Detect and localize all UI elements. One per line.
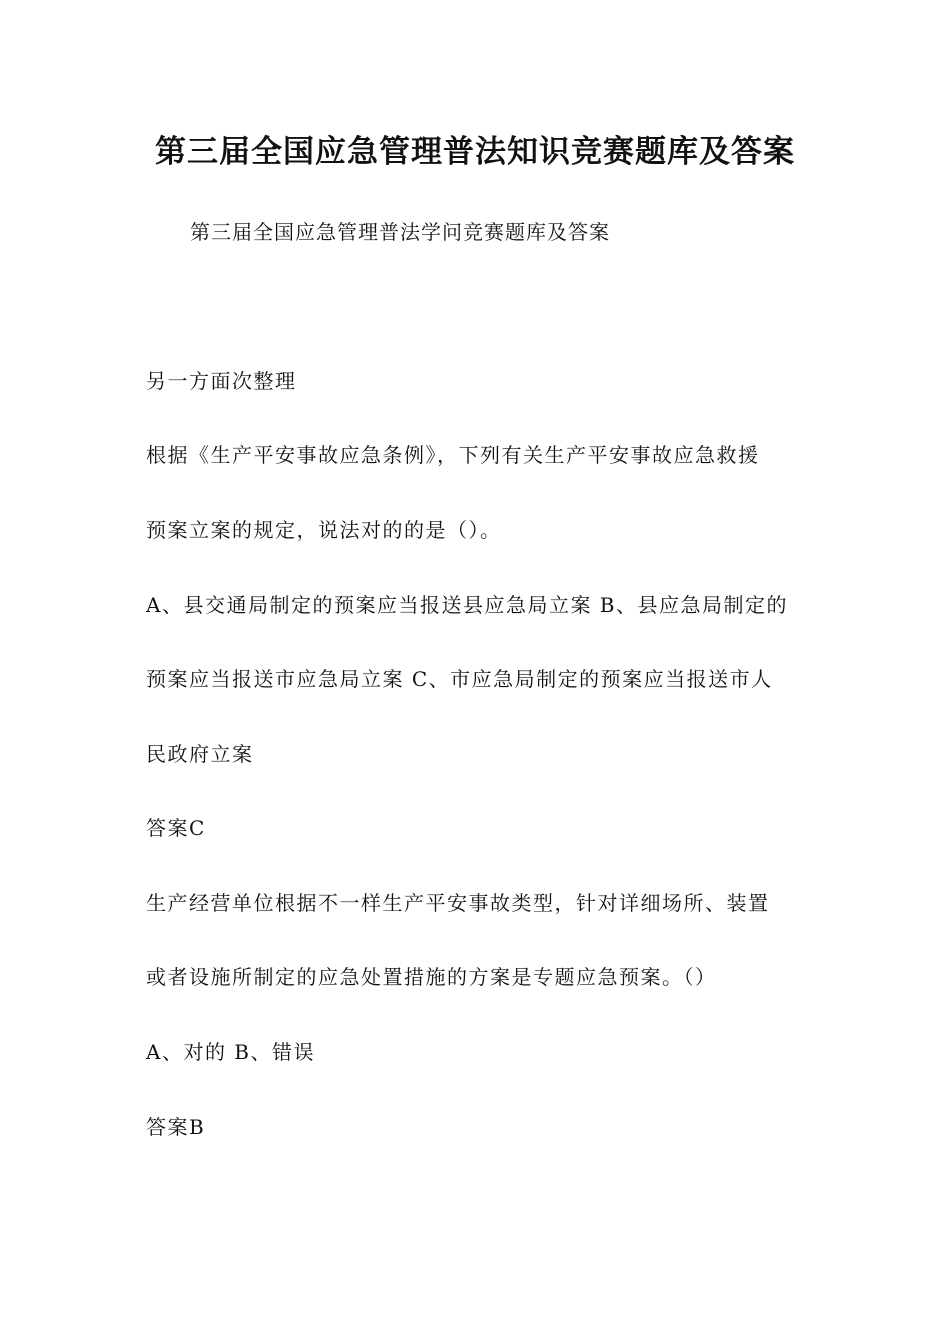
question-2-answer: 答案B xyxy=(146,1115,206,1139)
question-1-answer: 答案C xyxy=(146,816,206,840)
question-2-text-line-1: 生产经营单位根据不一样生产平安事故类型，针对详细场所、装置 xyxy=(146,891,770,915)
document-subtitle: 第三届全国应急管理普法学问竞赛题库及答案 xyxy=(190,220,610,244)
question-1-options-line-3: 民政府立案 xyxy=(146,742,254,766)
document-title: 第三届全国应急管理普法知识竞赛题库及答案 xyxy=(155,134,795,170)
question-1-text-line-2: 预案立案的规定，说法对的的是（）。 xyxy=(146,518,502,542)
question-2-text-line-2: 或者设施所制定的应急处置措施的方案是专题应急预案。（） xyxy=(146,965,717,989)
question-1-options-line-2: 预案应当报送市应急局立案 C、市应急局制定的预案应当报送市人 xyxy=(146,667,773,691)
question-1-options-line-1: A、县交通局制定的预案应当报送县应急局立案 B、县应急局制定的 xyxy=(146,593,788,617)
section-heading: 另一方面次整理 xyxy=(146,369,297,393)
question-1-text-line-1: 根据《生产平安事故应急条例》，下列有关生产平安事故应急救援 xyxy=(146,443,760,467)
question-2-options: A、对的 B、错误 xyxy=(146,1040,315,1064)
